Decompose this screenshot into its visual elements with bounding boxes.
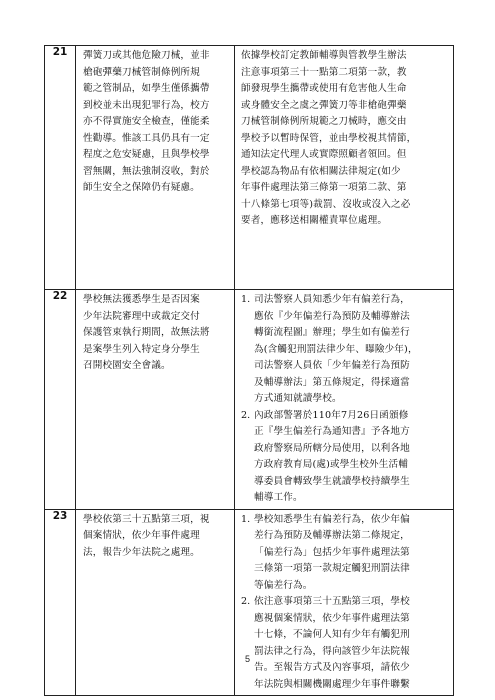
list-item xyxy=(241,594,448,693)
answer-cell xyxy=(235,46,454,290)
answer-cell xyxy=(235,509,454,696)
row-number: 21 xyxy=(45,46,76,290)
list-item xyxy=(241,512,448,595)
question-text: 彈簧刀或其他危險刀械，並非 槍砲彈藥刀械管制條例所規 範之管制品，如學生僅係攜帶 到校並未出現犯罪行為，校方 亦不得實施安全檢查，僅能柔 性勸導。惟該工具仍具有一定 程度之危安疑慮，且與學校學 習無關，無法強制沒收，對於 師生安全之保障仍有疑慮。 xyxy=(83,50,210,193)
question-text: 學校無法獲悉學生是否因案 少年法院審理中或裁定交付 保護管束執行期間，故無法將 是案學生列入特定身分學生 召開校園安全會議。 xyxy=(83,294,210,371)
list-item-text: 司法警察人員知悉少年有偏差行為， 應依『少年偏差行為預防及輔導辦法 轉銜流程圖』辦理；學生如有偏差行 為(含觸犯刑罰法律少年、曝險少年)， 司法警察人員依「少年偏差行為預防 及輔導辦法」第五條規定，得採適當 方式通知就讀學校。 xyxy=(254,294,418,404)
list-item-text: 學校知悉學生有偏差行為，依少年偏 差行為預防及輔導辦法第二條規定， 「偏差行為」包括少年事件處理法第 三條第一項第一款規定觸犯刑罰法律 等偏差行為。 xyxy=(254,513,410,591)
question-cell xyxy=(76,290,235,510)
table-row xyxy=(45,290,454,510)
row-number: 22 xyxy=(45,290,76,510)
question-text: 學校依第三十五點第三項，視 個案情狀，依少年事件處理 法，報告少年法院之處理。 xyxy=(83,513,210,558)
question-cell xyxy=(76,46,235,290)
document-table xyxy=(44,45,454,696)
list-marker: 1. xyxy=(241,513,251,525)
answer-cell xyxy=(235,290,454,510)
answer-list xyxy=(235,510,453,696)
answer-list xyxy=(235,290,453,509)
table-row xyxy=(45,509,454,696)
list-item-text: 內政部警署於110年7月26日函頒修 正『學生偏差行為通知書』予各地方 政府警察局所轄分局使用，以利各地 方政府教育局(處)或學生校外生活輔 導委員會轉致學生就讀學校持續學生 輔導工作。 xyxy=(254,409,410,503)
answer-text: 依據學校訂定教師輔導與管教學生辦法 注意事項第三十一點第二項第一款，教 師發現學生攜帶或使用有危害他人生命 或身體安全之虞之彈簧刀等非槍砲彈藥 刀械管制條例所規範之刀械時，應交由 學校予以暫時保管，並由學校視其情節， 通知法定代理人或實際照顧者領回。但 學校認為物品有依相關法律規定(如少 年事件處理法第三條第一項第二款、第 十八條第七項等)裁罰、沒收或沒入之必 要者，應移送相關權責單位處理。 xyxy=(241,50,417,226)
table-row xyxy=(45,46,454,290)
list-marker: 1. xyxy=(241,294,251,305)
list-item xyxy=(241,408,448,507)
list-marker: 2. xyxy=(241,409,251,421)
question-cell xyxy=(76,509,235,696)
list-marker: 2. xyxy=(241,596,251,607)
list-item-text: 依注意事項第三十五點第三項，學校 應視個案情狀，依少年事件處理法第 十七條，不論何人知有少年有觸犯刑 罰法律之行為，得向該管少年法院報 告。至報告方式及內容事項，請依少 年法院與相關機關處理少年事件聯繫 xyxy=(254,596,410,690)
list-item xyxy=(241,292,448,408)
page-number: 5 xyxy=(244,654,250,664)
row-number: 23 xyxy=(45,509,76,696)
